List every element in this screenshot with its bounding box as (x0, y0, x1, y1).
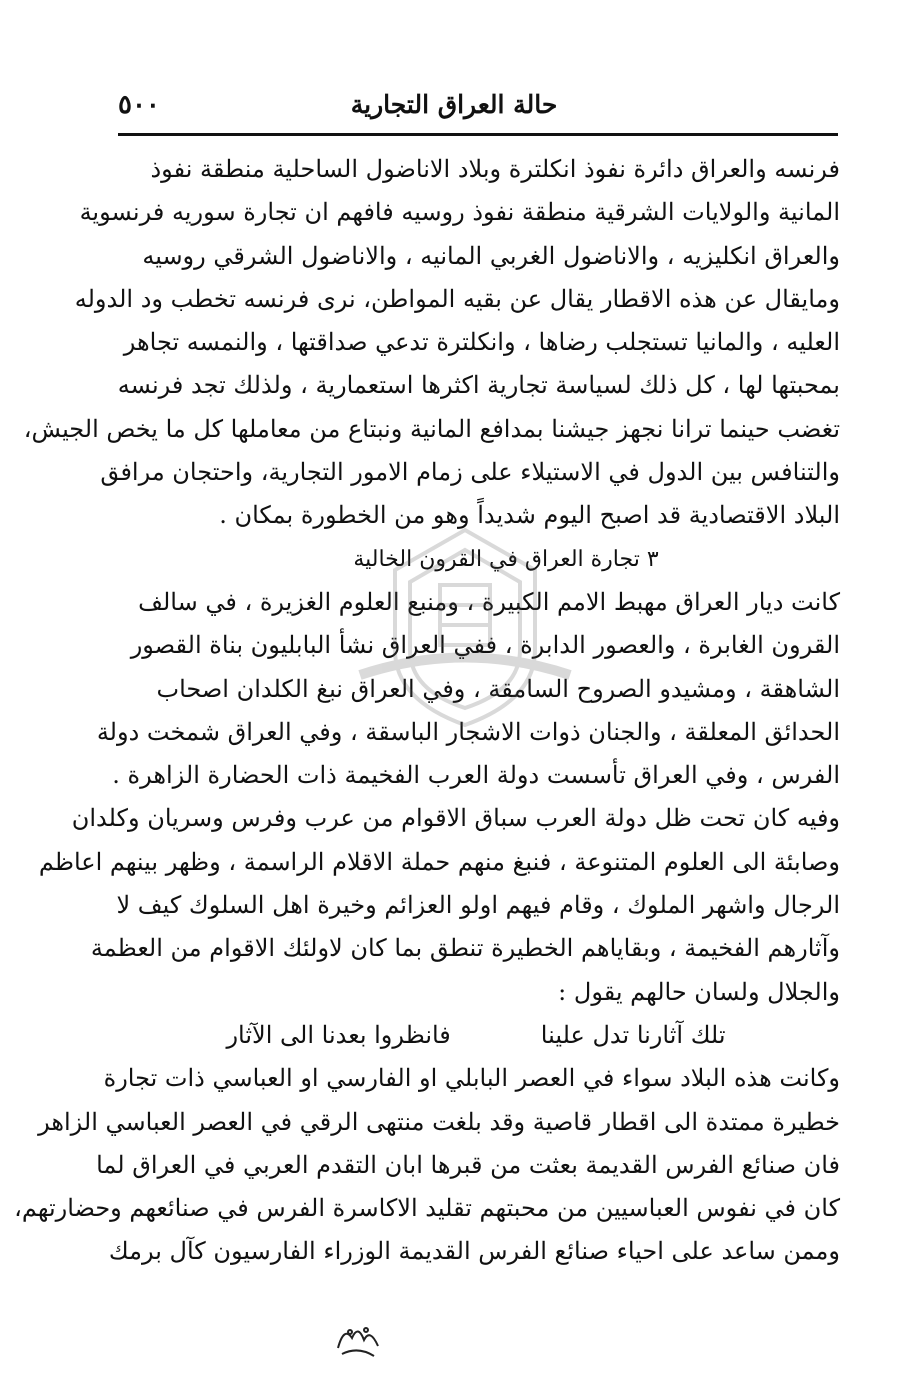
text-line: ومايقال عن هذه الاقطار يقال عن بقيه المواطن، نرى فرنسه تخطب ود الدوله (74, 284, 840, 313)
text-line: العليه ، والمانيا تستجلب رضاها ، وانكلترة تدعي صداقتها ، والنمسه تجاهر (123, 328, 840, 357)
text-line: وصابئة الى العلوم المتنوعة ، فنبغ منهم حملة الاقلام الراسمة ، وظهر بينهم اعاظم (38, 847, 840, 876)
header-rule (118, 133, 838, 136)
text-line: الحدائق المعلقة ، والجنان ذوات الاشجار الباسقة ، وفي العراق شمخت دولة (96, 717, 840, 746)
text-line: فان صنائع الفرس القديمة بعثت من قبرها ابان التقدم العربي في العراق لما (96, 1150, 840, 1179)
text-line: والتنافس بين الدول في الاستيلاء على زمام الامور التجارية، واحتجان مرافق (100, 458, 840, 487)
section-heading: ٣ تجارة العراق في القرون الخالية (353, 546, 659, 572)
text-line: تغضب حينما ترانا نجهز جيشنا بمدافع المانية ونبتاع من معاملها كل ما يخص الجيش، (23, 414, 840, 443)
text-line: المانية والولايات الشرقية منطقة نفوذ روسيه فافهم ان تجارة سوريه فرنسوية (79, 198, 840, 227)
text-line: خطيرة ممتدة الى اقطار قاصية وقد بلغت منتهى الرقي في العصر العباسي الزاهر (38, 1107, 840, 1136)
text-line: فرنسه والعراق دائرة نفوذ انكلترة وبلاد الاناضول الساحلية منطقة نفوذ (150, 155, 840, 183)
verse-hemistich-left: فانظروا بعدنا الى الآثار (226, 1020, 451, 1049)
text-line: والعراق انكليزيه ، والاناضول الغربي المانيه ، والاناضول الشرقي روسيه (142, 241, 840, 270)
text-line: الشاهقة ، ومشيدو الصروح السامقة ، وفي العراق نبغ الكلدان اصحاب (156, 674, 840, 703)
poetry-verse (112, 1014, 840, 1057)
text-line: الرجال واشهر الملوك ، وقام فيهم اولو العزائم وخيرة اهل السلوك كيف لا (116, 891, 840, 920)
text-line: كانت ديار العراق مهبط الامم الكبيرة ، ومنبع العلوم الغزيرة ، في سالف (138, 587, 840, 616)
text-line: وآثارهم الفخيمة ، وبقاياهم الخطيرة تنطق بما كان لاولئك الاقوام من العظمة (90, 934, 840, 963)
text-line: وكانت هذه البلاد سواء في العصر البابلي او الفارسي او العباسي ذات تجارة (103, 1064, 840, 1093)
text-line: بمحبتها لها ، كل ذلك لسياسة تجارية اكثرها استعمارية ، ولذلك تجد فرنسه (117, 371, 840, 400)
paragraph-2 (38, 581, 840, 1014)
body-text (14, 148, 840, 1274)
paragraph-1 (23, 148, 840, 538)
text-line: الفرس ، وفي العراق تأسست دولة العرب الفخيمة ذات الحضارة الزاهرة . (112, 761, 840, 790)
text-line: والجلال ولسان حالهم يقول : (558, 977, 840, 1006)
text-line: وفيه كان تحت ظل دولة العرب سباق الاقوام من عرب وفرس وسريان وكلدان (71, 804, 840, 833)
page-header (118, 88, 790, 128)
text-line: كان في نفوس العباسيين من محبتهم تقليد الاكاسرة الفرس في صنائعهم وحضارتهم، (14, 1194, 840, 1223)
verse-hemistich-right: تلك آثارنا تدل علينا (540, 1020, 726, 1049)
text-line: القرون الغابرة ، والعصور الدابرة ، ففي العراق نشأ البابليون بناة القصور (130, 631, 840, 660)
page-number: ٥٠٠ (118, 90, 160, 120)
ink-stamp-icon (330, 1318, 386, 1362)
paragraph-3 (14, 1057, 840, 1273)
text-line: وممن ساعد على احياء صنائع الفرس القديمة الوزراء الفارسيون كآل برمك (108, 1237, 840, 1266)
running-title: حالة العراق التجارية (350, 90, 558, 119)
text-line: البلاد الاقتصادية قد اصبح اليوم شديداً وهو من الخطورة بمكان . (219, 501, 840, 530)
